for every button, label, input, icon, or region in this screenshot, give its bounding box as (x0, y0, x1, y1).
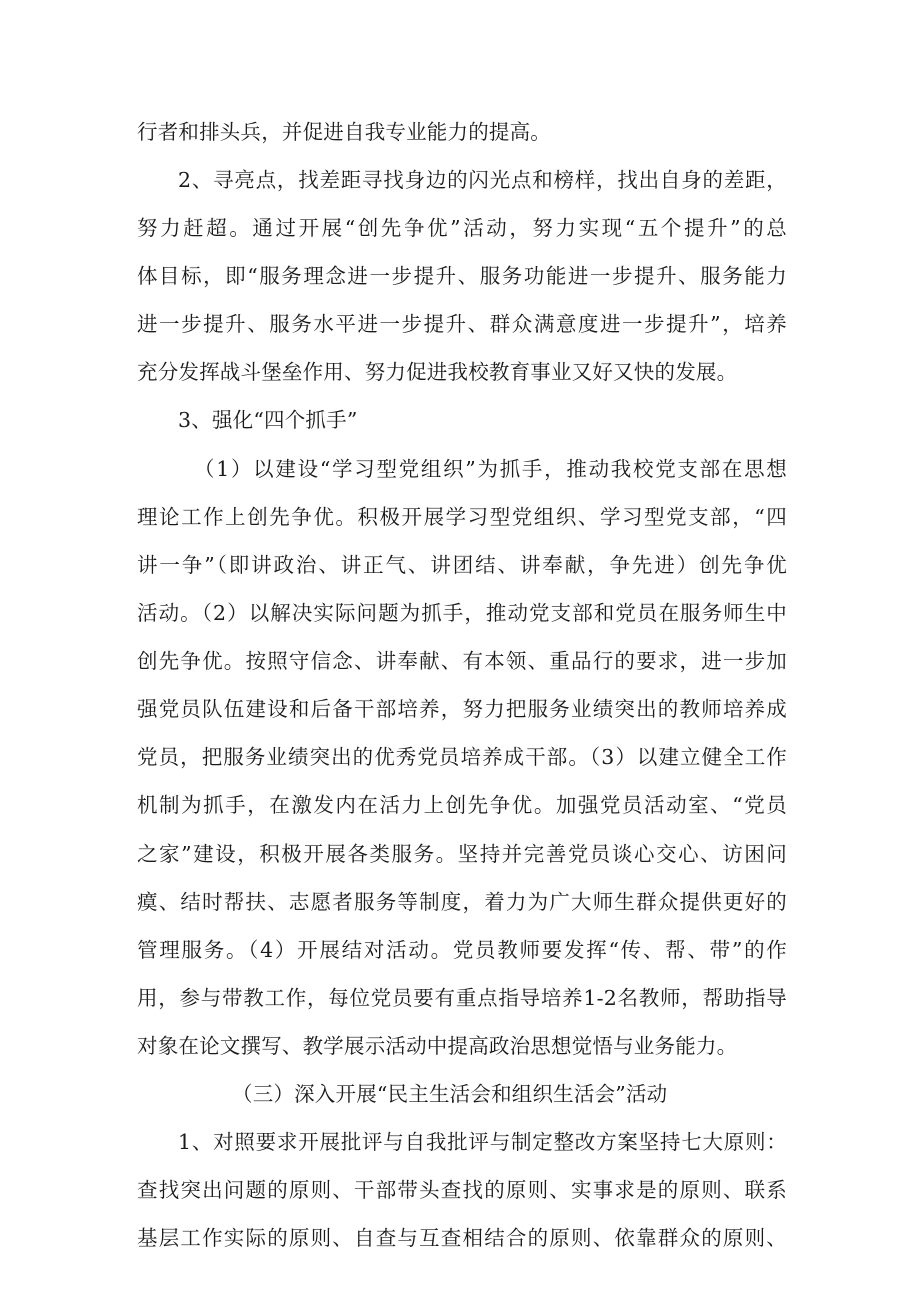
text-line-22: 1、对照要求开展批评与自我批评与制定整改方案坚持七大原则： (178, 1130, 787, 1154)
text-line-14: 党员，把服务业绩突出的优秀党员培养成干部。（3）以建立健全工作 (137, 745, 787, 769)
text-line-15: 机制为抓手，在激发内在活力上创先争优。加强党员活动室、“党员 (137, 793, 787, 817)
text-line-5: 进一步提升、服务水平进一步提升、群众满意度进一步提升”，培养 (137, 312, 787, 336)
text-line-23: 查找突出问题的原则、干部带头查找的原则、实事求是的原则、联系 (137, 1178, 787, 1202)
text-line-16: 之家”建设，积极开展各类服务。坚持并完善党员谈心交心、访困问 (137, 842, 787, 866)
text-line-24: 基层工作实际的原则、自查与互查相结合的原则、依靠群众的原则、 (137, 1226, 787, 1250)
text-line-19: 用，参与带教工作，每位党员要有重点指导培养1-2名教师，帮助指导 (137, 986, 787, 1010)
text-line-17: 瘼、结时帮扶、志愿者服务等制度，着力为广大师生群众提供更好的 (137, 890, 787, 914)
section-heading-3: 3、强化“四个抓手” (178, 408, 358, 432)
text-line-11: 活动。（2）以解决实际问题为抓手，推动党支部和党员在服务师生中 (137, 601, 787, 625)
text-line-20: 对象在论文撰写、教学展示活动中提高政治思想觉悟与业务能力。 (137, 1034, 738, 1058)
text-line-8: （1）以建设“学习型党组织”为抓手，推动我校党支部在思想 (194, 457, 787, 481)
text-line-2: 2、寻亮点，找差距寻找身边的闪光点和榜样，找出自身的差距， (178, 168, 787, 192)
text-line-9: 理论工作上创先争优。积极开展学习型党组织、学习型党支部，“四 (137, 505, 787, 529)
text-line-12: 创先争优。按照守信念、讲奉献、有本领、重品行的要求，进一步加 (137, 649, 787, 673)
text-line-10: 讲一争”（即讲政治、讲正气、讲团结、讲奉献，争先进）创先争优 (137, 553, 787, 577)
text-line-6: 充分发挥战斗堡垒作用、努力促进我校教育事业又好又快的发展。 (137, 360, 738, 384)
text-line-1: 行者和排头兵，并促进自我专业能力的提高。 (137, 120, 551, 144)
text-line-13: 强党员队伍建设和后备干部培养，努力把服务业绩突出的教师培养成 (137, 697, 787, 721)
text-line-18: 管理服务。（4）开展结对活动。党员教师要发挥“传、帮、带”的作 (137, 938, 787, 962)
text-line-3: 努力赶超。通过开展“创先争优”活动，努力实现“五个提升”的总 (137, 216, 787, 240)
text-line-4: 体目标，即“服务理念进一步提升、服务功能进一步提升、服务能力 (137, 264, 787, 288)
section-heading-san: （三）深入开展“民主生活会和组织生活会”活动 (232, 1082, 668, 1106)
